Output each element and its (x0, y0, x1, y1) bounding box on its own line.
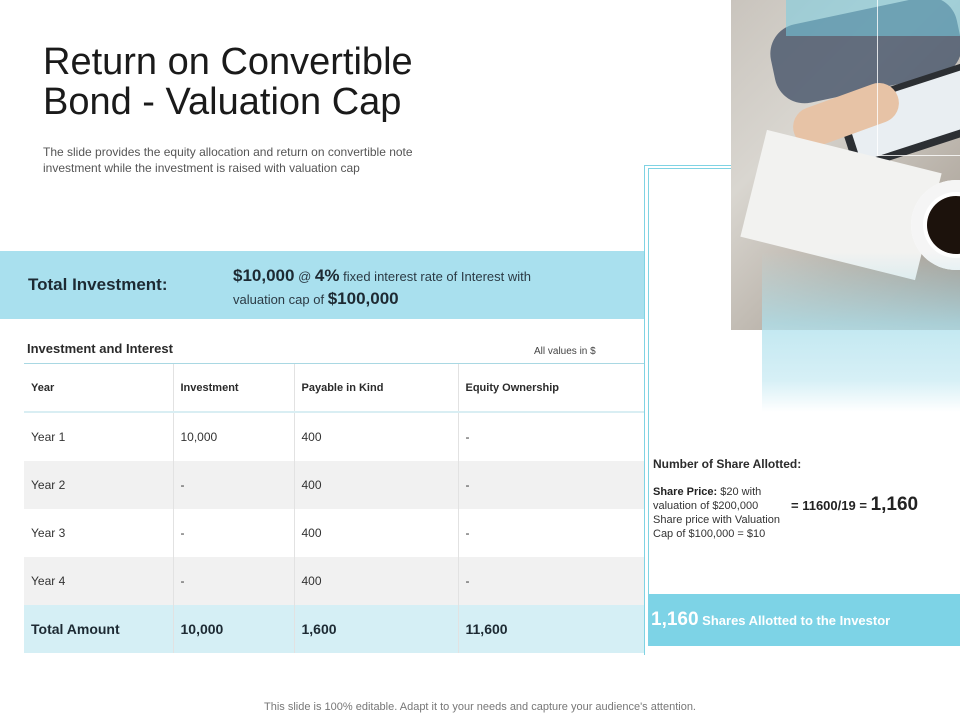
table-cell: 400 (294, 557, 458, 605)
interest-rate: 4% (314, 266, 340, 285)
valuation-cap-amount: $100,000 (327, 289, 399, 308)
table-row (24, 509, 644, 557)
valuation-cap-price-text: Share price with Valuation Cap of $100,000 = $10 (653, 514, 780, 540)
table-row (24, 461, 644, 509)
formula-text: = 11600/19 (791, 498, 856, 513)
column-header-payable-in-kind: Payable in Kind (294, 364, 458, 412)
table-cell: - (458, 557, 644, 605)
table-cell: 400 (294, 412, 458, 461)
table-cell: - (173, 461, 294, 509)
table-cell: Year 4 (24, 557, 173, 605)
investment-table (24, 364, 644, 653)
shares-allotted-summary (651, 609, 890, 631)
frame-line (648, 168, 649, 643)
photo-cyan-overlay (786, 0, 960, 36)
table-header-row (24, 364, 644, 412)
table-cell: Year 1 (31, 430, 66, 444)
shares-formula (791, 494, 918, 516)
table-total-row (24, 605, 644, 653)
slide-subtitle: The slide provides the equity allocation and return on convertible note investment while the investment is raised with valuation cap (43, 145, 413, 175)
slide-title: Return on Convertible Bond - Valuation Cap (43, 41, 413, 123)
frame-line (644, 165, 645, 655)
table-row (24, 557, 644, 605)
formula-result: 1,160 (870, 494, 919, 515)
at-symbol: @ (298, 269, 312, 284)
total-investment: 10,000 (173, 605, 294, 653)
column-header-year: Year (24, 364, 173, 412)
formula-equals: = (859, 498, 867, 513)
column-header-investment: Investment (173, 364, 294, 412)
total-investment-description (233, 265, 613, 311)
table-cell: Year 3 (31, 526, 66, 540)
shares-allotted-bar (648, 594, 960, 646)
footer-note: This slide is 100% editable. Adapt it to your needs and capture your audience's attention. (264, 701, 696, 713)
total-equity-ownership: 11,600 (458, 605, 644, 653)
column-header-equity-ownership: Equity Ownership (458, 364, 644, 412)
table-cell: - (458, 412, 644, 461)
table-cell: 10,000 (173, 412, 294, 461)
investment-amount: $10,000 (233, 266, 295, 285)
interest-text: fixed interest rate of Interest with (343, 269, 531, 284)
shares-allotted-text: Shares Allotted to the Investor (702, 613, 891, 628)
table-row (24, 412, 644, 461)
total-investment-label: Total Investment: (28, 275, 168, 294)
shares-allotted-title: Number of Share Allotted: (653, 457, 802, 471)
table-cell: - (173, 509, 294, 557)
table-units-note: All values in $ (534, 346, 596, 357)
frame-line (644, 165, 731, 166)
share-price-label: Share Price: (653, 486, 718, 498)
table-cell: - (458, 461, 644, 509)
table-cell: 400 (294, 509, 458, 557)
photo-frame-line (877, 155, 960, 156)
table-cell: Year 2 (24, 461, 173, 509)
photo-gradient-overlay (762, 252, 960, 412)
frame-line (648, 168, 731, 169)
table-title: Investment and Interest (27, 341, 173, 356)
total-label: Total Amount (24, 605, 173, 653)
valuation-cap-text: valuation cap of (233, 292, 325, 307)
table-cell: 400 (294, 461, 458, 509)
share-price-description (653, 485, 798, 541)
photo-frame-line (877, 0, 878, 155)
total-investment-banner (0, 251, 644, 319)
shares-allotted-number: 1,160 (651, 609, 699, 630)
table-cell: - (458, 509, 644, 557)
table-cell: - (173, 557, 294, 605)
total-payable-in-kind: 1,600 (294, 605, 458, 653)
share-price-text: $20 with valuation of $200,000 (653, 486, 762, 512)
